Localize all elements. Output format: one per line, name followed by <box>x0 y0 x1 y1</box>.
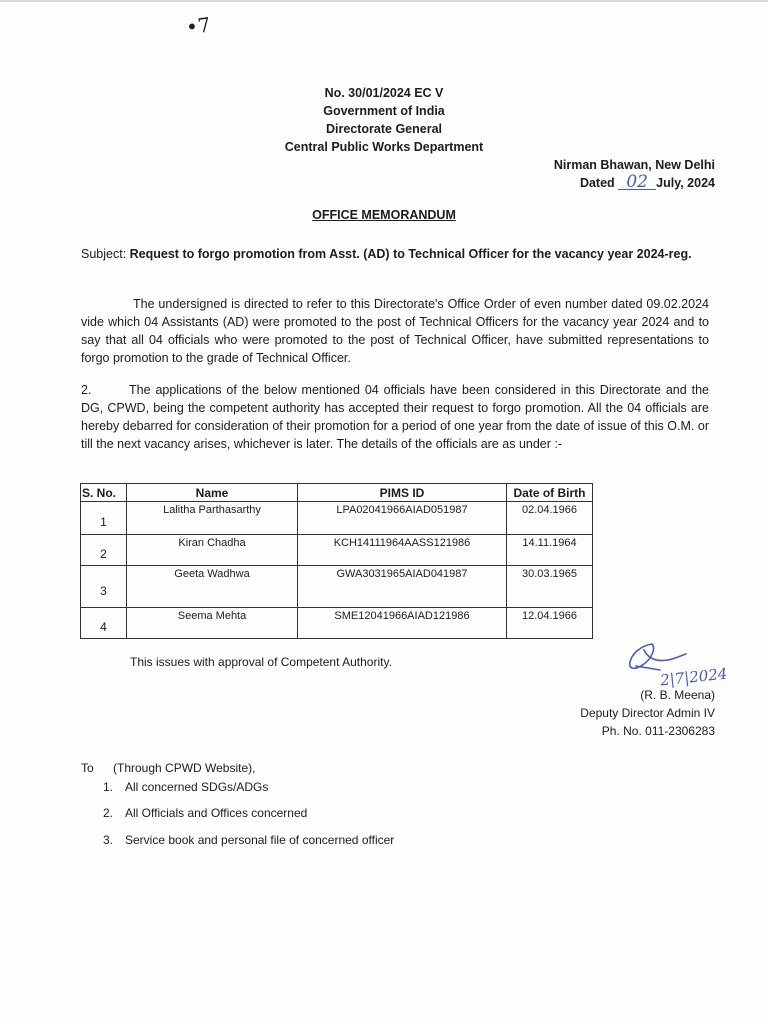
list-item <box>103 780 268 794</box>
scan-top-edge <box>0 0 768 2</box>
list-item <box>103 833 394 847</box>
paragraph-1-text: The undersigned is directed to refer to this Directorate's Office Order of even number dated 09.02.2024 vide which 04 Assistants (AD) were promoted to the post of Technical Officers for the vacancy year 2024 and to say that all 04 officials who were promoted to the post of Technical Officer, have submitted representations to forgo promotion to the grade of Technical Officer. <box>81 297 709 365</box>
cell-name: Kiran Chadha <box>127 535 298 566</box>
signatory-phone: Ph. No. 011-2306283 <box>601 724 715 738</box>
table-row <box>81 608 593 639</box>
cell-pims: KCH14111964AASS121986 <box>298 535 507 566</box>
subject-label: Subject: <box>81 247 127 261</box>
cell-name: Geeta Wadhwa <box>127 566 298 608</box>
signature-handwritten-date: 2|7|2024 <box>659 664 729 690</box>
dated-label: Dated <box>579 176 615 190</box>
list-item-text: Service book and personal file of concerned officer <box>125 833 395 847</box>
to-via: (Through CPWD Website), <box>113 761 256 775</box>
directorate-line: Directorate General <box>325 122 443 136</box>
officials-table <box>80 483 593 639</box>
handwritten-top-mark: •7 <box>184 12 213 40</box>
cell-sno: 1 <box>81 502 127 535</box>
cell-pims: GWA3031965AIAD041987 <box>298 566 507 608</box>
cell-sno: 2 <box>81 535 127 566</box>
col-header-dob: Date of Birth <box>507 484 593 502</box>
place: Nirman Bhawan, New Delhi <box>553 158 715 172</box>
paragraph-2-text: The applications of the below mentioned 04 officials have been considered in this Directorate and the DG, CPWD, being the competent authority has accepted their request to forgo promotion. All the 04 officials are hereby debarred for consideration of their promotion for a period of one year from the date of issue of this O.M. or till the next vacancy arises, whichever is later. The details of the officials are as under :- <box>81 383 709 451</box>
subject-line <box>81 245 709 263</box>
paragraph-2 <box>81 381 709 453</box>
cell-dob: 02.04.1966 <box>507 502 593 535</box>
list-item-number: 3. <box>103 833 114 847</box>
paragraph-1 <box>81 295 709 367</box>
signatory-block <box>580 686 715 740</box>
col-header-sno: S. No. <box>81 484 127 502</box>
table-row <box>81 502 593 535</box>
cell-name: Lalitha Parthasarthy <box>127 502 298 535</box>
dated-rest: July, 2024 <box>656 176 715 190</box>
dated-day-handwritten: 02 <box>618 175 656 190</box>
col-header-pims: PIMS ID <box>298 484 507 502</box>
place-date-block <box>554 156 715 192</box>
cell-dob: 12.04.1966 <box>507 608 593 639</box>
list-item-text: All Officials and Offices concerned <box>125 806 308 820</box>
table-header-row <box>81 484 593 502</box>
cell-pims: SME12041966AIAD121986 <box>298 608 507 639</box>
government-line: Government of India <box>323 104 445 118</box>
list-item-number: 1. <box>103 780 114 794</box>
col-header-name: Name <box>127 484 298 502</box>
approval-line: This issues with approval of Competent Authority. <box>130 655 392 669</box>
department-line: Central Public Works Department <box>284 140 484 154</box>
cell-dob: 14.11.1964 <box>507 535 593 566</box>
to-line <box>81 761 255 775</box>
cell-dob: 30.03.1965 <box>507 566 593 608</box>
table-row <box>81 566 593 608</box>
cell-sno: 4 <box>81 608 127 639</box>
subject-text: Request to forgo promotion from Asst. (AD) to Technical Officer for the vacancy year 2024-reg. <box>129 247 692 261</box>
to-label: To <box>81 761 94 775</box>
dated-line <box>554 174 715 192</box>
list-item-number: 2. <box>103 806 114 820</box>
cell-sno: 3 <box>81 566 127 608</box>
memo-number: No. 30/01/2024 EC V <box>324 86 444 100</box>
list-item <box>103 806 307 820</box>
table-row <box>81 535 593 566</box>
cell-name: Seema Mehta <box>127 608 298 639</box>
letterhead <box>0 84 768 156</box>
paragraph-2-number: 2. <box>81 383 92 397</box>
memo-title: OFFICE MEMORANDUM <box>312 208 456 222</box>
signatory-designation: Deputy Director Admin IV <box>580 706 715 720</box>
signatory-name: (R. B. Meena) <box>640 688 715 702</box>
list-item-text: All concerned SDGs/ADGs <box>125 780 269 794</box>
cell-pims: LPA02041966AIAD051987 <box>298 502 507 535</box>
